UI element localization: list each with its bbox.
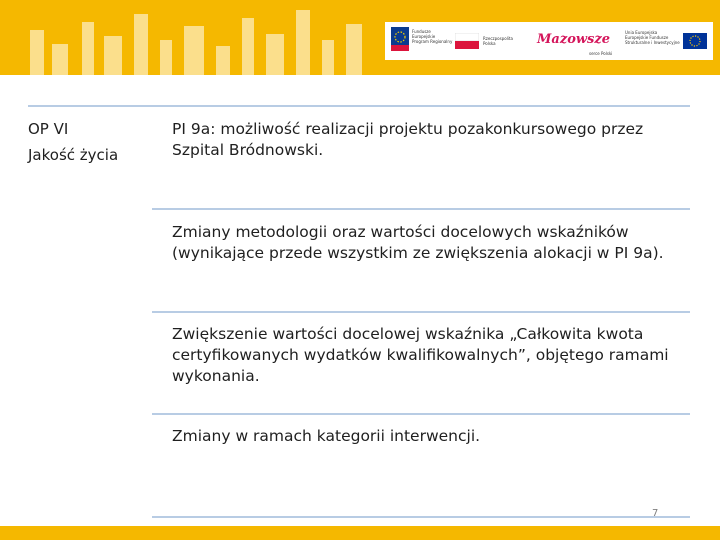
rzeczpospolita-polska-logo [455,27,535,55]
fundusze-europejskie-icon [391,27,409,51]
row-divider [152,516,690,518]
banner-pattern [346,24,362,75]
unia-europejska-logo [625,27,709,55]
change-item: Zmiany w ramach kategorii interwencji. [172,427,481,445]
eu-flag-icon [683,33,707,49]
change-item: Zwiększenie wartości docelowej wskaźnika „Całkowita kwota certyfikowanych wydatków kwalifikowalnych”, objętego ramami wykonania. [172,325,669,385]
program-label [28,116,148,168]
banner-pattern [30,30,44,75]
program-code: OP VI [28,120,69,138]
banner-pattern [322,40,334,75]
program-title: Jakość życia [28,146,119,164]
banner-pattern [160,40,172,75]
fundusze-europejskie-logo [391,27,453,55]
banner-pattern [296,10,310,75]
mazowsze-wordmark: Mazowsze [537,32,611,47]
banner-pattern [266,34,284,75]
top-rule [28,105,690,107]
row-divider [152,413,690,415]
row-divider [152,311,690,313]
unia-europejska-caption: Unia Europejska Europejskie Fundusze Strukturalne i Inwestycyjne [625,30,680,45]
fundusze-europejskie-caption: Fundusze Europejskie Program Regionalny [412,29,453,44]
header-banner [0,0,720,75]
page-number: 7 [652,508,659,519]
banner-pattern [184,26,204,75]
row-divider [152,208,690,210]
rzeczpospolita-polska-caption: Rzeczpospolita Polska [483,36,513,46]
polish-flag-icon [455,33,479,49]
banner-pattern [82,22,94,75]
change-item: PI 9a: możliwość realizacji projektu pozakonkursowego przez Szpital Bródnowski. [172,120,644,159]
banner-pattern [104,36,122,75]
footer-bar [0,526,720,540]
banner-pattern [134,14,148,75]
banner-pattern [216,46,230,75]
banner-pattern [52,44,68,75]
mazowsze-logo [537,27,617,55]
banner-pattern [242,18,254,75]
change-item: Zmiany metodologii oraz wartości docelowych wskaźników (wynikające przede wszystkim ze zwiększenia alokacji w PI 9a). [172,223,664,262]
mazowsze-subcaption: serce Polski [589,51,613,56]
logo-strip [385,22,713,60]
